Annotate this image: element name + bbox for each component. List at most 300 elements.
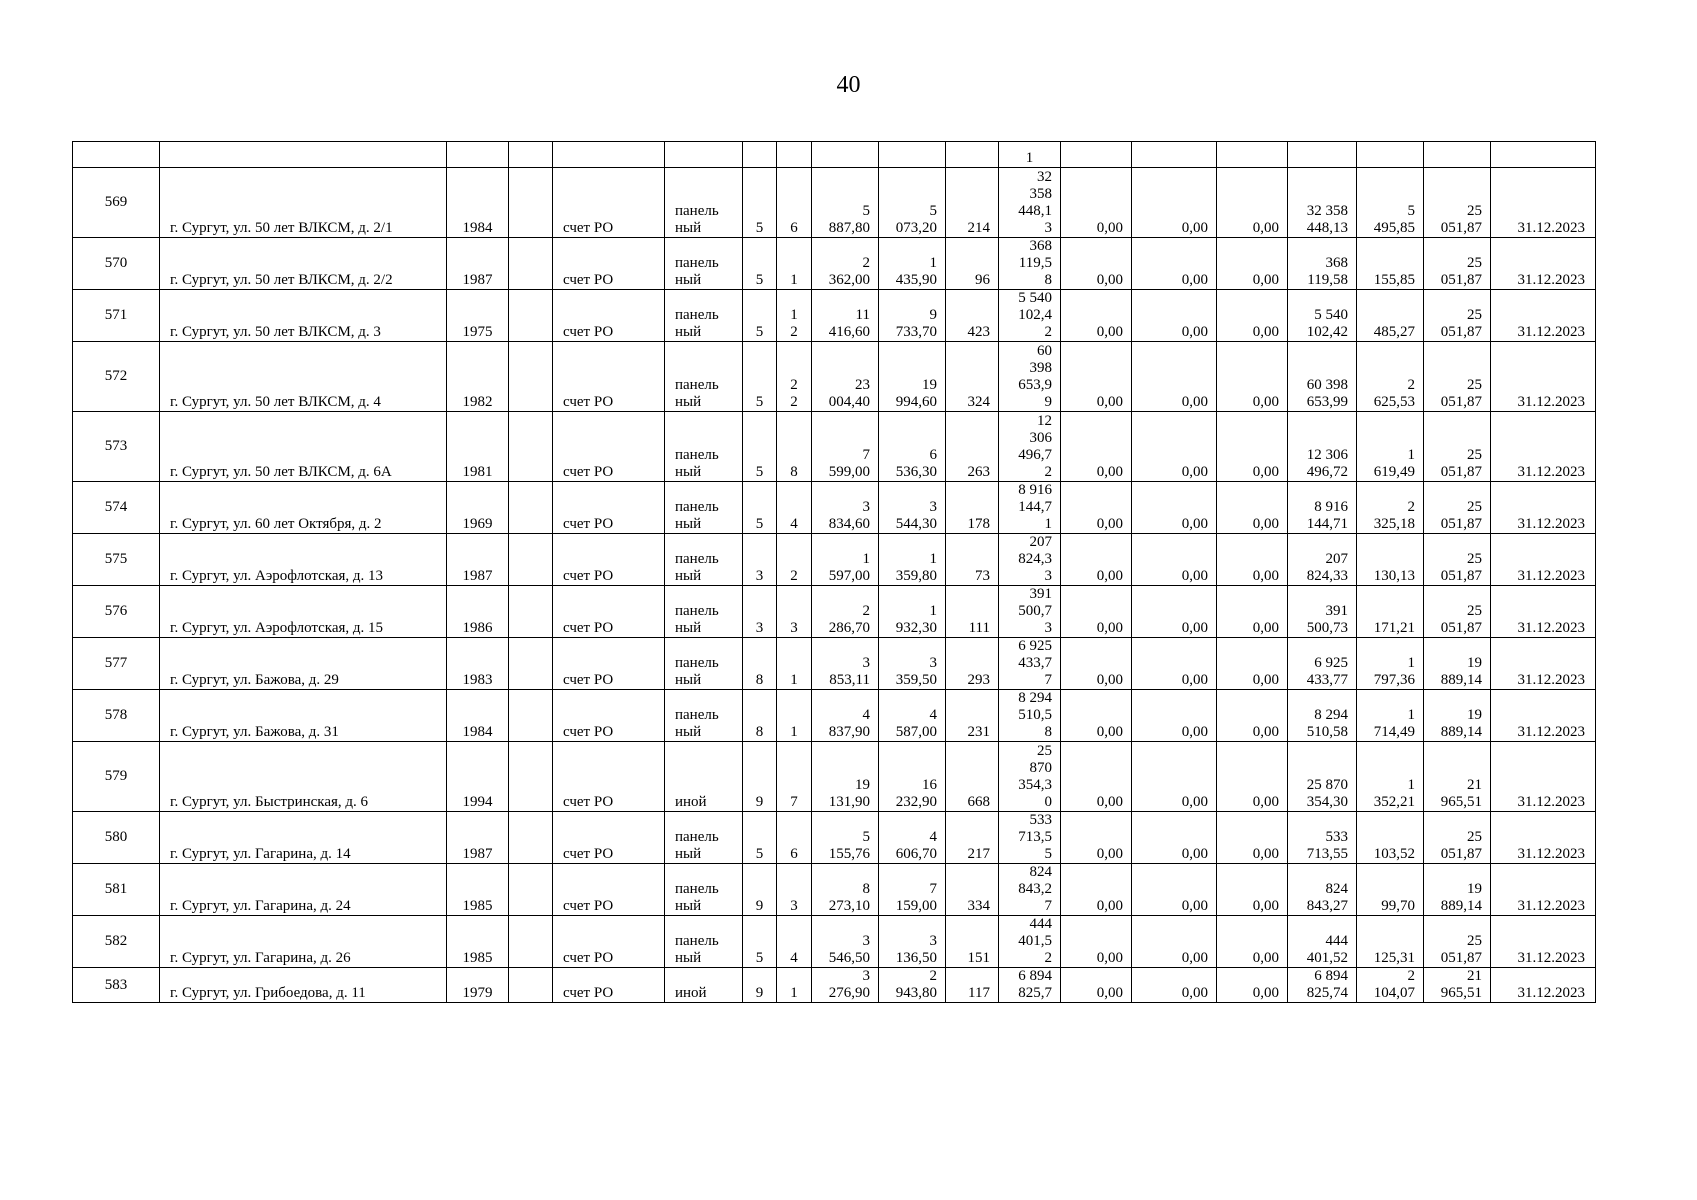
floors-cell: 5 [743,342,777,412]
address-cell: г. Сургут, ул. Быстринская, д. 6 [160,742,447,812]
zero-value-cell: 0,00 [1132,290,1217,342]
unit-cost-cell: 5 495,85 [1357,168,1424,238]
zero-value-cell: 0,00 [1217,534,1288,586]
account-cell: счет РО [553,482,665,534]
material-cell: панель ный [665,586,743,638]
unit-cost-cell: 1 352,21 [1357,742,1424,812]
deadline-cell: 31.12.2023 [1491,238,1596,290]
floors-cell: 8 [743,638,777,690]
unit-cost-cell: 125,31 [1357,916,1424,968]
deadline-cell: 31.12.2023 [1491,342,1596,412]
zero-value-cell: 0,00 [1061,690,1132,742]
year-cell: 1985 [447,864,509,916]
residents-cell: 423 [946,290,999,342]
zero-value-cell: 0,00 [1217,690,1288,742]
residents-cell: 178 [946,482,999,534]
total-area-cell: 3 546,50 [812,916,879,968]
total-cost-cell: 444 401,52 [1288,916,1357,968]
zero-value-cell: 0,00 [1061,238,1132,290]
residents-cell: 293 [946,638,999,690]
residents-cell: 117 [946,968,999,1003]
floors-cell: 8 [743,690,777,742]
total-cost-cell: 8 916 144,71 [1288,482,1357,534]
limit-cost-cell: 25 051,87 [1424,482,1491,534]
zero-value-cell: 0,00 [1061,290,1132,342]
row-number: 573 [73,412,160,482]
material-cell: панель ный [665,168,743,238]
entrances-cell: 1 2 [777,290,812,342]
floors-cell: 5 [743,168,777,238]
deadline-cell: 31.12.2023 [1491,168,1596,238]
row-number: 583 [73,968,160,1003]
entrances-cell: 6 [777,168,812,238]
material-cell: панель ный [665,864,743,916]
header-cell [879,142,946,168]
address-cell: г. Сургут, ул. 60 лет Октября, д. 2 [160,482,447,534]
zero-value-cell: 0,00 [1217,638,1288,690]
deadline-cell: 31.12.2023 [1491,690,1596,742]
deadline-cell: 31.12.2023 [1491,638,1596,690]
table-row [73,968,1596,1003]
blank-cell [509,916,553,968]
floors-cell: 5 [743,238,777,290]
year-cell: 1987 [447,812,509,864]
address-cell: г. Сургут, ул. Гагарина, д. 26 [160,916,447,968]
cost-cell: 368 119,5 8 [999,238,1061,290]
table-row [73,290,1596,342]
zero-value-cell: 0,00 [1217,290,1288,342]
cost-cell: 5 540 102,4 2 [999,290,1061,342]
deadline-cell: 31.12.2023 [1491,812,1596,864]
blank-cell [509,534,553,586]
address-cell: г. Сургут, ул. Аэрофлотская, д. 13 [160,534,447,586]
living-area-cell: 1 359,80 [879,534,946,586]
housing-register-table [72,141,1596,1003]
zero-value-cell: 0,00 [1061,342,1132,412]
living-area-cell: 6 536,30 [879,412,946,482]
unit-cost-cell: 1 797,36 [1357,638,1424,690]
year-cell: 1981 [447,412,509,482]
total-cost-cell: 25 870 354,30 [1288,742,1357,812]
table-body [73,142,1596,1003]
living-area-cell: 16 232,90 [879,742,946,812]
zero-value-cell: 0,00 [1132,342,1217,412]
material-cell: панель ный [665,638,743,690]
cost-cell: 6 925 433,7 7 [999,638,1061,690]
cost-cell: 8 294 510,5 8 [999,690,1061,742]
zero-value-cell: 0,00 [1061,968,1132,1003]
total-cost-cell: 12 306 496,72 [1288,412,1357,482]
row-number: 581 [73,864,160,916]
total-cost-cell: 32 358 448,13 [1288,168,1357,238]
zero-value-cell: 0,00 [1061,638,1132,690]
zero-value-cell: 0,00 [1217,238,1288,290]
entrances-cell: 4 [777,482,812,534]
zero-value-cell: 0,00 [1061,742,1132,812]
residents-cell: 73 [946,534,999,586]
material-cell: панель ный [665,916,743,968]
unit-cost-cell: 103,52 [1357,812,1424,864]
zero-value-cell: 0,00 [1132,812,1217,864]
entrances-cell: 3 [777,586,812,638]
year-cell: 1987 [447,534,509,586]
entrances-cell: 2 [777,534,812,586]
row-number: 571 [73,290,160,342]
blank-cell [509,482,553,534]
total-cost-cell: 6 925 433,77 [1288,638,1357,690]
deadline-cell: 31.12.2023 [1491,968,1596,1003]
header-cell [1061,142,1132,168]
limit-cost-cell: 25 051,87 [1424,586,1491,638]
residents-cell: 263 [946,412,999,482]
year-cell: 1969 [447,482,509,534]
cost-cell: 60 398 653,9 9 [999,342,1061,412]
account-cell: счет РО [553,534,665,586]
zero-value-cell: 0,00 [1061,916,1132,968]
deadline-cell: 31.12.2023 [1491,864,1596,916]
year-cell: 1984 [447,690,509,742]
zero-value-cell: 0,00 [1132,534,1217,586]
blank-cell [509,864,553,916]
limit-cost-cell: 25 051,87 [1424,534,1491,586]
total-area-cell: 7 599,00 [812,412,879,482]
blank-cell [509,742,553,812]
header-cell [1288,142,1357,168]
blank-cell [509,238,553,290]
cost-cell: 32 358 448,1 3 [999,168,1061,238]
deadline-cell: 31.12.2023 [1491,586,1596,638]
limit-cost-cell: 25 051,87 [1424,238,1491,290]
zero-value-cell: 0,00 [1217,168,1288,238]
living-area-cell: 4 606,70 [879,812,946,864]
zero-value-cell: 0,00 [1061,864,1132,916]
residents-cell: 214 [946,168,999,238]
table-row [73,168,1596,238]
zero-value-cell: 0,00 [1132,168,1217,238]
living-area-cell: 3 136,50 [879,916,946,968]
cost-cell: 8 916 144,7 1 [999,482,1061,534]
total-area-cell: 3 853,11 [812,638,879,690]
zero-value-cell: 0,00 [1132,586,1217,638]
year-cell: 1975 [447,290,509,342]
residents-cell: 217 [946,812,999,864]
row-number: 576 [73,586,160,638]
row-number: 570 [73,238,160,290]
year-cell: 1984 [447,168,509,238]
row-number: 580 [73,812,160,864]
entrances-cell: 6 [777,812,812,864]
unit-cost-cell: 2 625,53 [1357,342,1424,412]
account-cell: счет РО [553,238,665,290]
header-cell [553,142,665,168]
account-cell: счет РО [553,342,665,412]
header-cell [73,142,160,168]
header-cell [1217,142,1288,168]
entrances-cell: 1 [777,690,812,742]
living-area-cell: 3 544,30 [879,482,946,534]
table-row [73,864,1596,916]
floors-cell: 5 [743,412,777,482]
total-cost-cell: 5 540 102,42 [1288,290,1357,342]
total-cost-cell: 8 294 510,58 [1288,690,1357,742]
table-row [73,812,1596,864]
table-row [73,586,1596,638]
address-cell: г. Сургут, ул. 50 лет ВЛКСМ, д. 4 [160,342,447,412]
unit-cost-cell: 2 104,07 [1357,968,1424,1003]
limit-cost-cell: 25 051,87 [1424,916,1491,968]
deadline-cell: 31.12.2023 [1491,482,1596,534]
total-area-cell: 2 286,70 [812,586,879,638]
floors-cell: 9 [743,864,777,916]
header-cell [1357,142,1424,168]
unit-cost-cell: 2 325,18 [1357,482,1424,534]
table-row [73,638,1596,690]
living-area-cell: 19 994,60 [879,342,946,412]
material-cell: панель ный [665,412,743,482]
header-cell [812,142,879,168]
floors-cell: 5 [743,812,777,864]
address-cell: г. Сургут, ул. Аэрофлотская, д. 15 [160,586,447,638]
total-area-cell: 8 273,10 [812,864,879,916]
limit-cost-cell: 25 051,87 [1424,290,1491,342]
living-area-cell: 4 587,00 [879,690,946,742]
table-row [73,742,1596,812]
account-cell: счет РО [553,812,665,864]
residents-cell: 668 [946,742,999,812]
address-cell: г. Сургут, ул. Бажова, д. 29 [160,638,447,690]
cost-cell: 6 894 825,7 [999,968,1061,1003]
material-cell: панель ный [665,238,743,290]
table-row [73,412,1596,482]
living-area-cell: 2 943,80 [879,968,946,1003]
address-cell: г. Сургут, ул. Бажова, д. 31 [160,690,447,742]
zero-value-cell: 0,00 [1217,864,1288,916]
header-cell [447,142,509,168]
entrances-cell: 1 [777,238,812,290]
total-cost-cell: 391 500,73 [1288,586,1357,638]
total-cost-cell: 207 824,33 [1288,534,1357,586]
zero-value-cell: 0,00 [1132,412,1217,482]
zero-value-cell: 0,00 [1217,342,1288,412]
zero-value-cell: 0,00 [1217,742,1288,812]
zero-value-cell: 0,00 [1061,412,1132,482]
table-row [73,534,1596,586]
unit-cost-cell: 155,85 [1357,238,1424,290]
blank-cell [509,412,553,482]
year-cell: 1985 [447,916,509,968]
header-cell [1132,142,1217,168]
zero-value-cell: 0,00 [1061,586,1132,638]
total-area-cell: 3 834,60 [812,482,879,534]
total-cost-cell: 824 843,27 [1288,864,1357,916]
unit-cost-cell: 99,70 [1357,864,1424,916]
zero-value-cell: 0,00 [1217,916,1288,968]
row-number: 579 [73,742,160,812]
header-cell [1424,142,1491,168]
address-cell: г. Сургут, ул. 50 лет ВЛКСМ, д. 3 [160,290,447,342]
unit-cost-cell: 1 714,49 [1357,690,1424,742]
header-cell [743,142,777,168]
blank-cell [509,968,553,1003]
total-area-cell: 19 131,90 [812,742,879,812]
floors-cell: 9 [743,742,777,812]
limit-cost-cell: 19 889,14 [1424,638,1491,690]
row-number: 578 [73,690,160,742]
page-number: 40 [836,72,861,98]
year-cell: 1987 [447,238,509,290]
zero-value-cell: 0,00 [1132,482,1217,534]
material-cell: панель ный [665,812,743,864]
limit-cost-cell: 25 051,87 [1424,342,1491,412]
account-cell: счет РО [553,864,665,916]
account-cell: счет РО [553,290,665,342]
limit-cost-cell: 19 889,14 [1424,690,1491,742]
header-cell [777,142,812,168]
table-row [73,238,1596,290]
account-cell: счет РО [553,968,665,1003]
entrances-cell: 2 2 [777,342,812,412]
zero-value-cell: 0,00 [1217,412,1288,482]
deadline-cell: 31.12.2023 [1491,290,1596,342]
header-cell: 1 [999,142,1061,168]
account-cell: счет РО [553,690,665,742]
table-row [73,342,1596,412]
account-cell: счет РО [553,586,665,638]
table-row [73,482,1596,534]
zero-value-cell: 0,00 [1217,586,1288,638]
blank-cell [509,168,553,238]
entrances-cell: 4 [777,916,812,968]
cost-cell: 824 843,2 7 [999,864,1061,916]
total-cost-cell: 6 894 825,74 [1288,968,1357,1003]
living-area-cell: 7 159,00 [879,864,946,916]
living-area-cell: 9 733,70 [879,290,946,342]
floors-cell: 3 [743,586,777,638]
header-cell [1491,142,1596,168]
row-number: 574 [73,482,160,534]
zero-value-cell: 0,00 [1132,916,1217,968]
row-number: 577 [73,638,160,690]
material-cell: панель ный [665,534,743,586]
material-cell: панель ный [665,690,743,742]
year-cell: 1983 [447,638,509,690]
living-area-cell: 1 932,30 [879,586,946,638]
total-area-cell: 5 155,76 [812,812,879,864]
zero-value-cell: 0,00 [1132,742,1217,812]
total-area-cell: 1 597,00 [812,534,879,586]
address-cell: г. Сургут, ул. 50 лет ВЛКСМ, д. 6А [160,412,447,482]
entrances-cell: 7 [777,742,812,812]
floors-cell: 3 [743,534,777,586]
residents-cell: 231 [946,690,999,742]
zero-value-cell: 0,00 [1061,482,1132,534]
zero-value-cell: 0,00 [1061,812,1132,864]
header-row [73,142,1596,168]
zero-value-cell: 0,00 [1061,168,1132,238]
residents-cell: 151 [946,916,999,968]
limit-cost-cell: 21 965,51 [1424,742,1491,812]
limit-cost-cell: 25 051,87 [1424,168,1491,238]
address-cell: г. Сургут, ул. 50 лет ВЛКСМ, д. 2/1 [160,168,447,238]
zero-value-cell: 0,00 [1132,638,1217,690]
deadline-cell: 31.12.2023 [1491,534,1596,586]
total-area-cell: 5 887,80 [812,168,879,238]
unit-cost-cell: 171,21 [1357,586,1424,638]
blank-cell [509,638,553,690]
year-cell: 1982 [447,342,509,412]
residents-cell: 334 [946,864,999,916]
zero-value-cell: 0,00 [1132,690,1217,742]
floors-cell: 5 [743,916,777,968]
material-cell: панель ный [665,482,743,534]
total-cost-cell: 533 713,55 [1288,812,1357,864]
account-cell: счет РО [553,412,665,482]
year-cell: 1994 [447,742,509,812]
unit-cost-cell: 1 619,49 [1357,412,1424,482]
account-cell: счет РО [553,638,665,690]
table-row [73,690,1596,742]
zero-value-cell: 0,00 [1217,968,1288,1003]
entrances-cell: 8 [777,412,812,482]
deadline-cell: 31.12.2023 [1491,916,1596,968]
material-cell: панель ный [665,342,743,412]
blank-cell [509,812,553,864]
limit-cost-cell: 25 051,87 [1424,412,1491,482]
address-cell: г. Сургут, ул. Грибоедова, д. 11 [160,968,447,1003]
limit-cost-cell: 21 965,51 [1424,968,1491,1003]
zero-value-cell: 0,00 [1132,238,1217,290]
living-area-cell: 1 435,90 [879,238,946,290]
total-cost-cell: 60 398 653,99 [1288,342,1357,412]
total-area-cell: 4 837,90 [812,690,879,742]
cost-cell: 25 870 354,3 0 [999,742,1061,812]
cost-cell: 12 306 496,7 2 [999,412,1061,482]
address-cell: г. Сургут, ул. 50 лет ВЛКСМ, д. 2/2 [160,238,447,290]
deadline-cell: 31.12.2023 [1491,742,1596,812]
cost-cell: 391 500,7 3 [999,586,1061,638]
header-cell [946,142,999,168]
unit-cost-cell: 130,13 [1357,534,1424,586]
limit-cost-cell: 25 051,87 [1424,812,1491,864]
material-cell: иной [665,968,743,1003]
row-number: 582 [73,916,160,968]
total-cost-cell: 368 119,58 [1288,238,1357,290]
total-area-cell: 11 416,60 [812,290,879,342]
limit-cost-cell: 19 889,14 [1424,864,1491,916]
zero-value-cell: 0,00 [1217,482,1288,534]
blank-cell [509,342,553,412]
total-area-cell: 3 276,90 [812,968,879,1003]
entrances-cell: 3 [777,864,812,916]
zero-value-cell: 0,00 [1061,534,1132,586]
zero-value-cell: 0,00 [1132,864,1217,916]
total-area-cell: 2 362,00 [812,238,879,290]
floors-cell: 5 [743,482,777,534]
header-cell [665,142,743,168]
account-cell: счет РО [553,168,665,238]
residents-cell: 324 [946,342,999,412]
floors-cell: 5 [743,290,777,342]
blank-cell [509,290,553,342]
row-number: 569 [73,168,160,238]
material-cell: иной [665,742,743,812]
material-cell: панель ный [665,290,743,342]
total-area-cell: 23 004,40 [812,342,879,412]
account-cell: счет РО [553,916,665,968]
address-cell: г. Сургут, ул. Гагарина, д. 24 [160,864,447,916]
address-cell: г. Сургут, ул. Гагарина, д. 14 [160,812,447,864]
deadline-cell: 31.12.2023 [1491,412,1596,482]
